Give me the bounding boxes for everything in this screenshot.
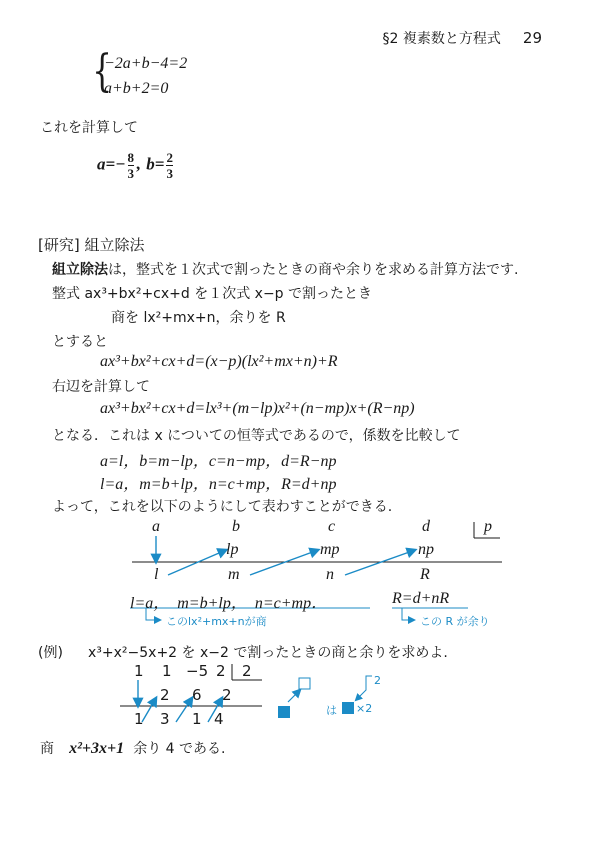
equation-d: l=a，m=b+lp，n=c+mp，R=d+np <box>100 476 337 493</box>
t1-res-l: l <box>154 566 159 583</box>
t2-res-2: 3 <box>160 710 170 728</box>
t1-coef-d: d <box>422 518 430 535</box>
answer-quotient: x²+3x+1 <box>69 740 125 757</box>
equation-b: ax³+bx²+cx+d=lx³+(m−lp)x²+(n−mp)x+(R−np) <box>100 400 415 417</box>
line-5: 右辺を計算して <box>52 379 150 395</box>
equation-c: a=l，b=m−lp，c=n−mp，d=R−np <box>100 453 337 470</box>
answer-remainder: 余り 4 である. <box>133 741 226 757</box>
fraction-b-den: 3 <box>166 166 173 181</box>
example-problem: x³+x²−5x+2 を x−2 で割ったときの商と余りを求めよ. <box>88 645 448 661</box>
answer-quotient-label: 商 <box>40 741 54 757</box>
t2-res-1: 1 <box>134 710 144 728</box>
result-b-label: b= <box>146 154 165 174</box>
t1-res-m: m <box>228 566 240 583</box>
para-1-rest: は，整式を１次式で割ったときの商や余りを求める計算方法です. <box>108 262 519 278</box>
t1-note-remainder: この R が余り <box>420 615 490 628</box>
t1-coef-b: b <box>232 518 240 535</box>
t2-hint-label: 2 <box>374 674 381 687</box>
t2-coef-1: 1 <box>134 662 144 680</box>
t2-res-3: 1 <box>192 710 202 728</box>
t2-coef-4: 2 <box>216 662 226 680</box>
t2-coef-2: 1 <box>162 662 172 680</box>
equation-a: ax³+bx²+cx+d=(x−p)(lx²+mx+n)+R <box>100 353 338 370</box>
t1-coef-a: a <box>152 518 160 535</box>
t1-coef-c: c <box>328 518 336 535</box>
t1-note-quotient: このlx²+mx+nが商 <box>166 615 267 628</box>
system-eq-1: −2a+b−4=2 <box>104 55 188 72</box>
result-sep: , <box>136 154 141 174</box>
example-label: (例) <box>38 645 63 661</box>
answer-line <box>40 738 225 758</box>
line-3: 商を lx²+mx+n，余りを R <box>111 310 286 326</box>
left-brace: { <box>92 46 112 97</box>
t2-mid-3: 2 <box>222 686 232 704</box>
system-eq-2: a+b+2=0 <box>104 80 169 97</box>
line-2: 整式 ax³+bx²+cx+d を１次式 x−p で割ったとき <box>52 286 373 302</box>
term-kumitate: 組立除法 <box>52 262 108 278</box>
t1-mid-mp: mp <box>320 541 340 558</box>
section-title: §2 複素数と方程式 <box>382 31 501 47</box>
t1-divisor: p <box>484 518 492 535</box>
page-number: 29 <box>522 29 542 47</box>
t2-mid-2: 6 <box>192 686 202 704</box>
t1-equations: l=a， m=b+lp， n=c+mp． <box>130 595 328 612</box>
t1-res-R: R <box>420 566 430 583</box>
t1-res-n: n <box>326 566 334 583</box>
result-a-label: a=− <box>97 154 126 174</box>
t2-mid-1: 2 <box>160 686 170 704</box>
research-title: [研究] 組立除法 <box>38 236 145 254</box>
fraction-a-num: 8 <box>127 150 134 165</box>
t2-coef-3: −5 <box>186 662 209 680</box>
line-7: よって，これを以下のようにして表わすことができる. <box>52 499 393 515</box>
fraction-a-den: 3 <box>127 166 134 181</box>
fraction-b-num: 2 <box>166 150 173 165</box>
calc-intro: これを計算して <box>40 120 138 136</box>
t1-mid-lp: lp <box>226 541 239 558</box>
t2-res-4: 4 <box>214 710 224 728</box>
t2-divisor: 2 <box>242 662 252 680</box>
t2-hint-multiplier: ×2 <box>356 702 373 715</box>
t1-equation-R: R=d+nR <box>392 590 450 607</box>
line-4: とすると <box>52 334 108 350</box>
line-6: となる．これは x についての恒等式であるので，係数を比較して <box>52 428 461 444</box>
t2-hint-text: は <box>326 704 337 717</box>
t1-mid-np: np <box>418 541 434 558</box>
